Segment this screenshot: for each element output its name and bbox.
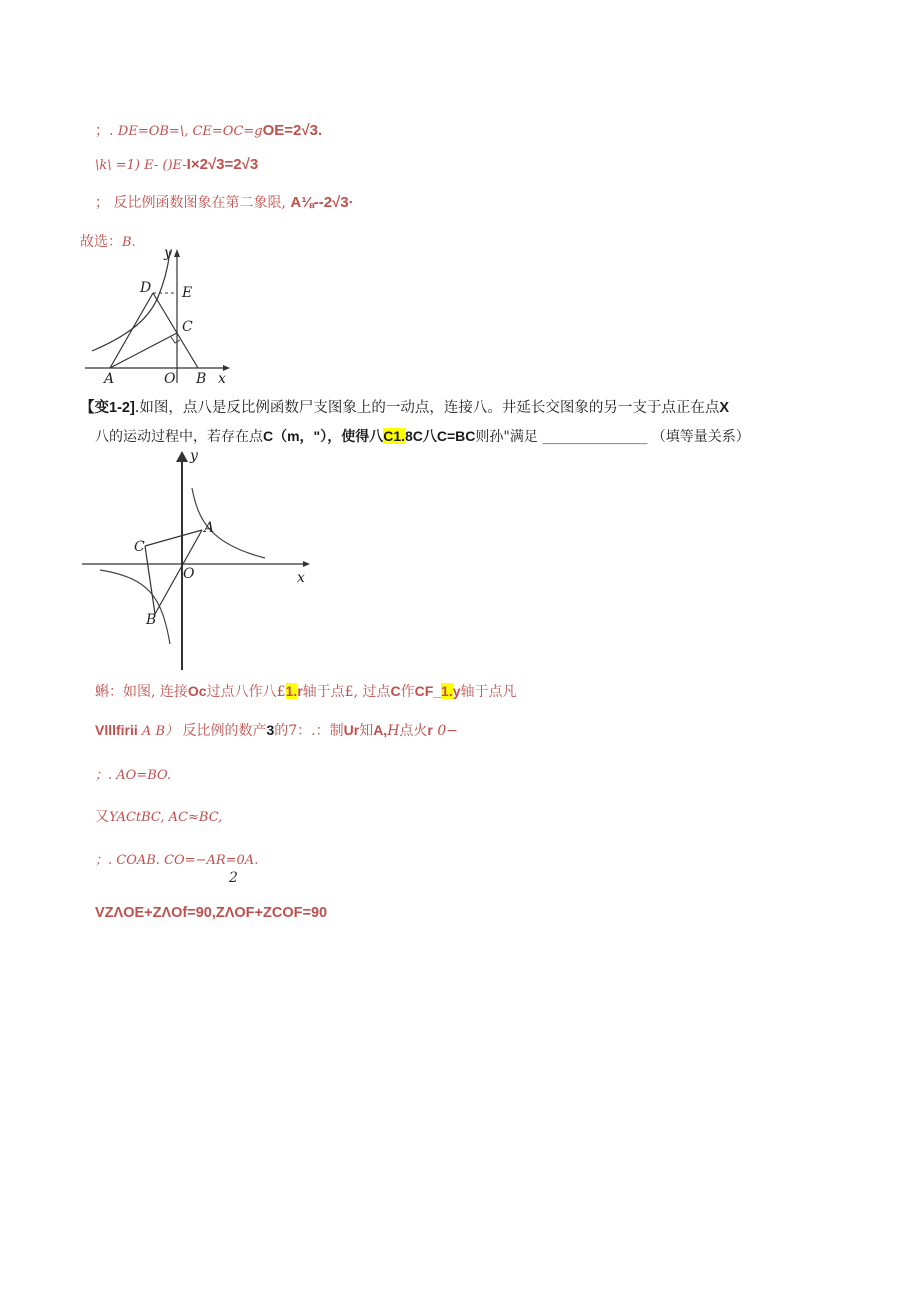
step-italic: 0− [437,723,458,739]
label-o: O [183,566,195,582]
step-italic: H [387,723,400,739]
condition: 8C八C=BC [405,428,476,444]
label-x: x [218,371,226,387]
highlight: 1. [285,683,298,699]
line-ca [145,530,202,546]
solution-step-2 [95,720,458,740]
problem-line-2 [95,426,750,446]
step-text: 作 [400,684,415,700]
step-text: 知 [359,723,374,739]
line-prefix: ；. [95,123,118,139]
y-axis-arrow [176,451,188,462]
step-bold: A, [373,722,388,738]
step-text: 反比例的数产 [182,723,267,739]
line-prefix: ； [95,195,109,211]
problem-hint: （填等量关系） [651,429,750,445]
figure-2-diagram [80,448,315,673]
answer-blank: _______________ [542,429,648,445]
label-a: A [104,371,115,387]
line-cb [145,546,155,614]
step-text: 蝌：如图, 连接 [95,684,188,700]
step-bold: C [390,683,401,699]
step-text: £ [276,684,286,700]
step-bold: r [297,683,303,699]
equation-part: DE=OB=\, CE=OC=g [117,124,263,139]
label-b: B [196,371,207,387]
step-text: 点火 [399,723,428,739]
solution-step-1 [95,681,517,701]
answer-label: 故选： [80,234,122,250]
label-o: O [164,371,176,387]
highlight: 1. [441,683,453,699]
equation-result: I×2√3=2√3 [186,156,259,173]
step-italic: YACtBC, AC≈BC, [109,810,223,825]
step-bold: Vlllfirii [95,722,138,738]
label-e: E [182,285,193,301]
label-a: A [204,520,215,536]
x-axis-arrow [303,561,310,567]
hyperbola-branch-upper [192,488,265,558]
bracket: 【 [80,400,95,416]
denominator-value: 2 [229,870,238,886]
label-c: C [134,539,145,555]
step-text: 轴于点凡 [460,684,517,700]
step-text: 的7：.：制 [274,723,344,739]
answer-value: B. [122,235,136,250]
label-x: x [297,570,305,586]
solution-step-3 [95,764,171,783]
step-text: ；. AO=BO. [95,768,172,783]
solution-line-1 [95,120,322,140]
step-bold: Oc [187,683,207,699]
problem-text: 则孙"满足 [475,429,538,445]
label-b: B [146,612,157,628]
line-ab [155,530,202,614]
y-axis-arrow [174,249,180,257]
equation-result: A⅛--2√3∙ [290,194,353,211]
problem-text-end: X [719,400,730,416]
step-text: 过点八作八 [206,684,277,700]
step-text: 轴于点£, 过点 [302,684,391,700]
label-y: y [164,245,172,261]
equation-part: \k\ =1) E- ()E- [95,158,187,173]
highlight: C1. [383,428,405,444]
problem-line-1 [80,396,729,417]
right-angle-mark [171,337,180,343]
step-bold: 3 [266,722,275,738]
equation-result: OE=2√3. [262,122,323,139]
label-y: y [190,448,198,464]
problem-tag: 变1-2] [94,400,135,416]
problem-text: .如图，点八是反比例函数尸支图象上的一动点，连接八。井延长交图象的另一支于点正在点 [134,400,720,416]
step-text: 又 [95,809,109,825]
step-bold: r [427,722,433,738]
step-text: ；. COAB. CO=−AR=0A. [95,853,259,868]
step-bold: CF_ [414,683,442,699]
solution-step-6 [95,905,327,921]
problem-text: 八的运动过程中，若存在点 [95,429,263,445]
statement-text: 反比例函数图象在第二象限, [113,195,291,211]
step-bold: y [452,683,461,699]
figure-1-diagram [80,245,240,390]
point-c: C（m，"），使得八 [263,428,384,444]
solution-line-2 [95,156,258,173]
solution-step-5 [95,849,258,868]
solution-step-4 [95,806,222,826]
fraction-denominator [229,870,238,886]
label-c: C [182,319,193,335]
step-bold: VZΛOE+ZΛOf=90,ZΛOF+ZCOF=90 [95,905,328,921]
solution-line-3 [95,192,353,212]
step-bold: Ur [343,722,360,738]
step-italic: A B） [137,724,179,739]
label-d: D [140,280,152,296]
